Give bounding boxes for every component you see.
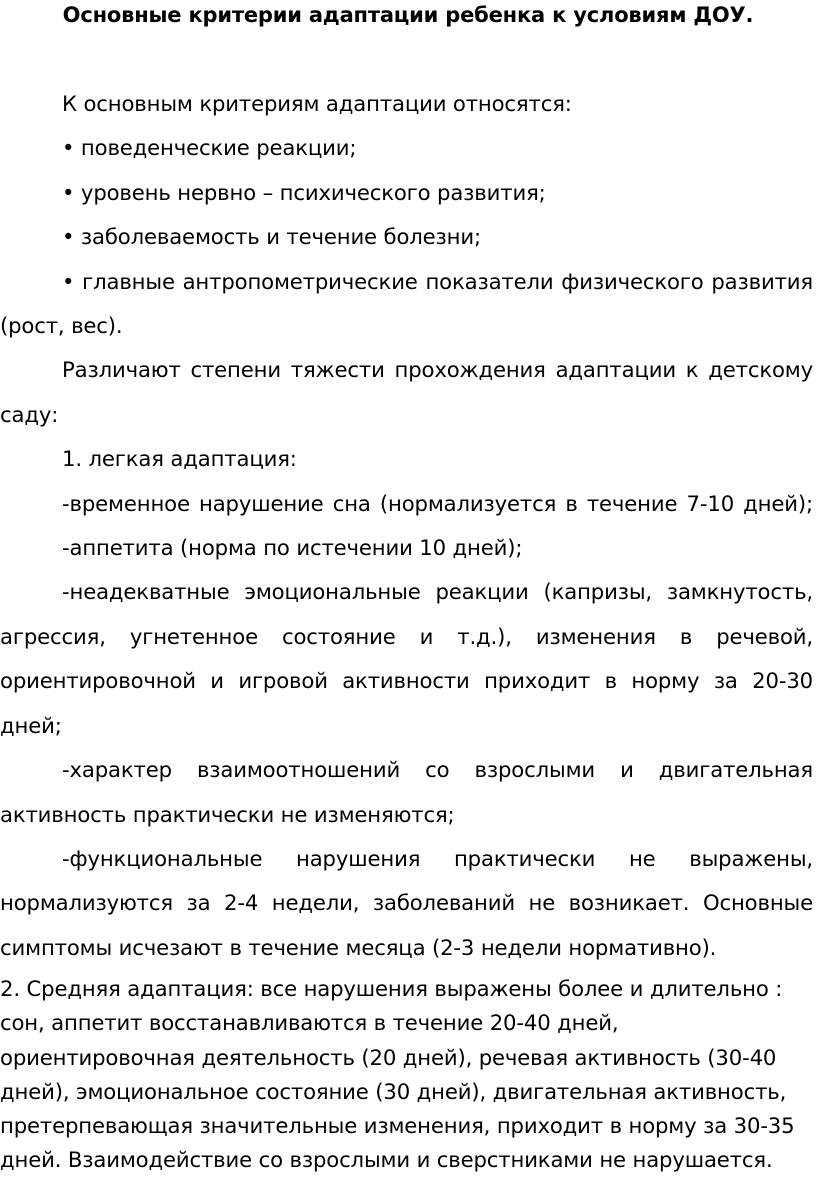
document-body-final xyxy=(0,972,813,1178)
paragraph-relations: -характер взаимоотношений со взрослыми и двигательная активность практически не изменяются; xyxy=(0,757,813,827)
paragraph-severity: Различают степени тяжести прохождения адаптации к детскому саду: xyxy=(0,357,813,427)
heading-light-adaptation: 1. легкая адаптация: xyxy=(62,446,297,472)
document-body xyxy=(0,82,813,970)
paragraph-sleep: -временное нарушение сна (нормализуется в течение 7-10 дней); xyxy=(62,490,813,516)
paragraph-functional: -функциональные нарушения практически не выражены, нормализуются за 2-4 недели, заболеваний не возникает. Основные симптомы исчезают в течение месяца (2-3 недели нормативно). xyxy=(0,845,813,960)
paragraph-appetite: -аппетита (норма по истечении 10 дней); xyxy=(62,535,523,561)
list-item-behavior: • поведенческие реакции; xyxy=(62,135,357,161)
paragraph-emotional: -неадекватные эмоциональные реакции (капризы, замкнутость, агрессия, угнетенное состояние и т.д.), изменения в речевой, ориентировочной и игровой активности приходит в норму за 20-30 дней; xyxy=(0,579,813,738)
list-item-morbidity: • заболеваемость и течение болезни; xyxy=(62,224,481,250)
list-item-anthropometry: • главные антропометрические показатели физического развития (рост, вес). xyxy=(0,268,813,339)
page-title: Основные критерии адаптации ребенка к условиям ДОУ. xyxy=(62,3,754,27)
paragraph-intro: К основным критериям адаптации относятся: xyxy=(62,91,572,116)
list-item-development: • уровень нервно – психического развития; xyxy=(62,179,546,205)
paragraph-medium-adaptation: 2. Средняя адаптация: все нарушения выражены более и длительно : сон, аппетит восстанавливаются в течение 20-40 дней, ориентировочная деятельность (20 дней), речевая активность (30-40 дней), эмоциональное состояние (30 дней), двигательная активность, претерпевающая значительные изменения, приходит в норму за 30-35 дней. Взаимодействие со взрослыми и сверстниками не нарушается. xyxy=(0,976,795,1173)
